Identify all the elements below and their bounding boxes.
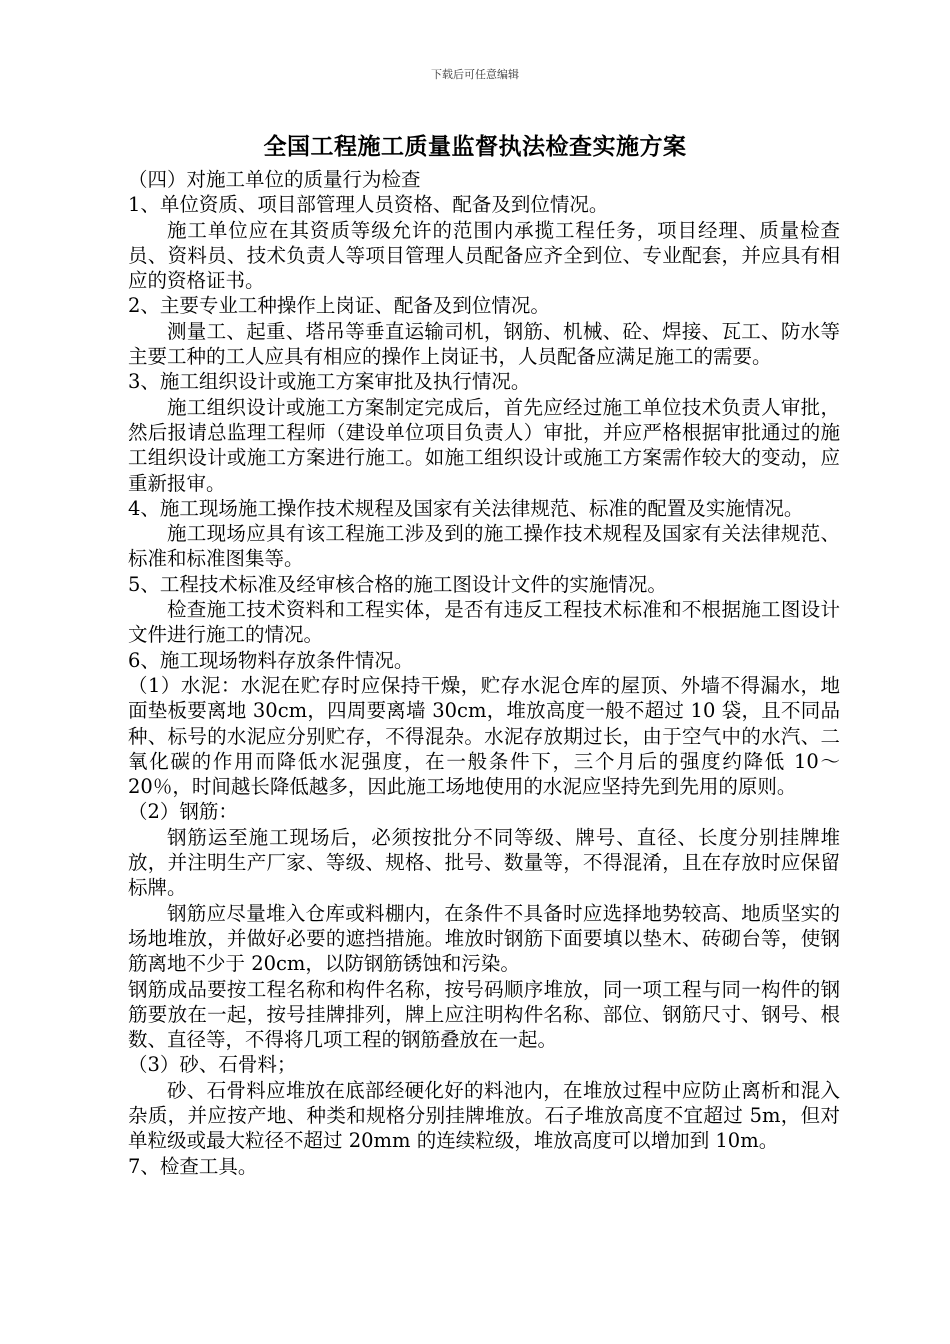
paragraph: 测量工、起重、塔吊等垂直运输司机，钢筋、机械、砼、焊接、瓦工、防水等主要工种的工人应具有相应的操作上岗证书，人员配备应满足施工的需要。 (128, 319, 840, 369)
paragraph: 钢筋运至施工现场后，必须按批分不同等级、牌号、直径、长度分别挂牌堆放，并注明生产厂家、等级、规格、批号、数量等，不得混淆，且在存放时应保留标牌。 (128, 825, 840, 900)
paragraph: 钢筋应尽量堆入仓库或料棚内，在条件不具备时应选择地势较高、地质坚实的场地堆放，并做好必要的遮挡措施。堆放时钢筋下面要填以垫木、砖砌台等，使钢筋离地不少于 20cm，以防钢筋锈蚀和污染。 (128, 901, 840, 976)
document-body (128, 167, 840, 1179)
paragraph: 钢筋成品要按工程名称和构件名称，按号码顺序堆放，同一项工程与同一构件的钢筋要放在一起，按号挂牌排列，牌上应注明构件名称、部位、钢筋尺寸、钢号、根数、直径等，不得将几项工程的钢筋叠放在一起。 (128, 977, 840, 1052)
paragraph: （1）水泥：水泥在贮存时应保持干燥，贮存水泥仓库的屋顶、外墙不得漏水，地面垫板要离地 30cm，四周要离墙 30cm，堆放高度一般不超过 10 袋，且不同品种、标号的水泥应分别贮存，不得混杂。水泥存放期过长，由于空气中的水汽、二氧化碳的作用而降低水泥强度，在一般条件下，三个月后的强度约降低 10～20％，时间越长降低越多，因此施工场地使用的水泥应坚持先到先用的原则。 (128, 673, 840, 799)
document-title: 全国工程施工质量监督执法检查实施方案 (263, 133, 687, 160)
paragraph: 检查施工技术资料和工程实体，是否有违反工程技术标准和不根据施工图设计文件进行施工的情况。 (128, 598, 840, 647)
header-note: 下载后可任意编辑 (431, 68, 519, 81)
paragraph: （3）砂、石骨料； (128, 1053, 297, 1077)
paragraph: 砂、石骨料应堆放在底部经硬化好的料池内，在堆放过程中应防止离析和混入杂质，并应按产地、种类和规格分别挂牌堆放。石子堆放高度不宜超过 5m，但对单粒级或最大粒径不超过 20mm 的连续粒级，堆放高度可以增加到 10m。 (128, 1078, 840, 1153)
paragraph: 5、工程技术标准及经审核合格的施工图设计文件的实施情况。 (128, 572, 667, 596)
paragraph: 施工现场应具有该工程施工涉及到的施工操作技术规程及国家有关法律规范、标准和标准图集等。 (128, 522, 840, 571)
paragraph: 施工单位应在其资质等级允许的范围内承揽工程任务，项目经理、质量检查员、资料员、技术负责人等项目管理人员配备应齐全到位、专业配套，并应具有相应的资格证书。 (128, 218, 840, 293)
paragraph: 7、检查工具。 (128, 1154, 258, 1178)
paragraph: （2）钢筋： (128, 800, 238, 824)
paragraph: 2、主要专业工种操作上岗证、配备及到位情况。 (128, 294, 550, 318)
paragraph: （四）对施工单位的质量行为检查 (128, 168, 421, 191)
paragraph: 1、单位资质、项目部管理人员资格、配备及到位情况。 (128, 193, 609, 217)
paragraph: 6、施工现场物料存放条件情况。 (128, 648, 414, 672)
paragraph: 施工组织设计或施工方案制定完成后，首先应经过施工单位技术负责人审批，然后报请总监理工程师（建设单位项目负责人）审批，并应严格根据审批通过的施工组织设计或施工方案进行施工。如施工组织设计或施工方案需作较大的变动，应重新报审。 (128, 395, 840, 495)
paragraph: 4、施工现场施工操作技术规程及国家有关法律规范、标准的配置及实施情况。 (128, 496, 804, 520)
paragraph: 3、施工组织设计或施工方案审批及执行情况。 (128, 370, 531, 394)
